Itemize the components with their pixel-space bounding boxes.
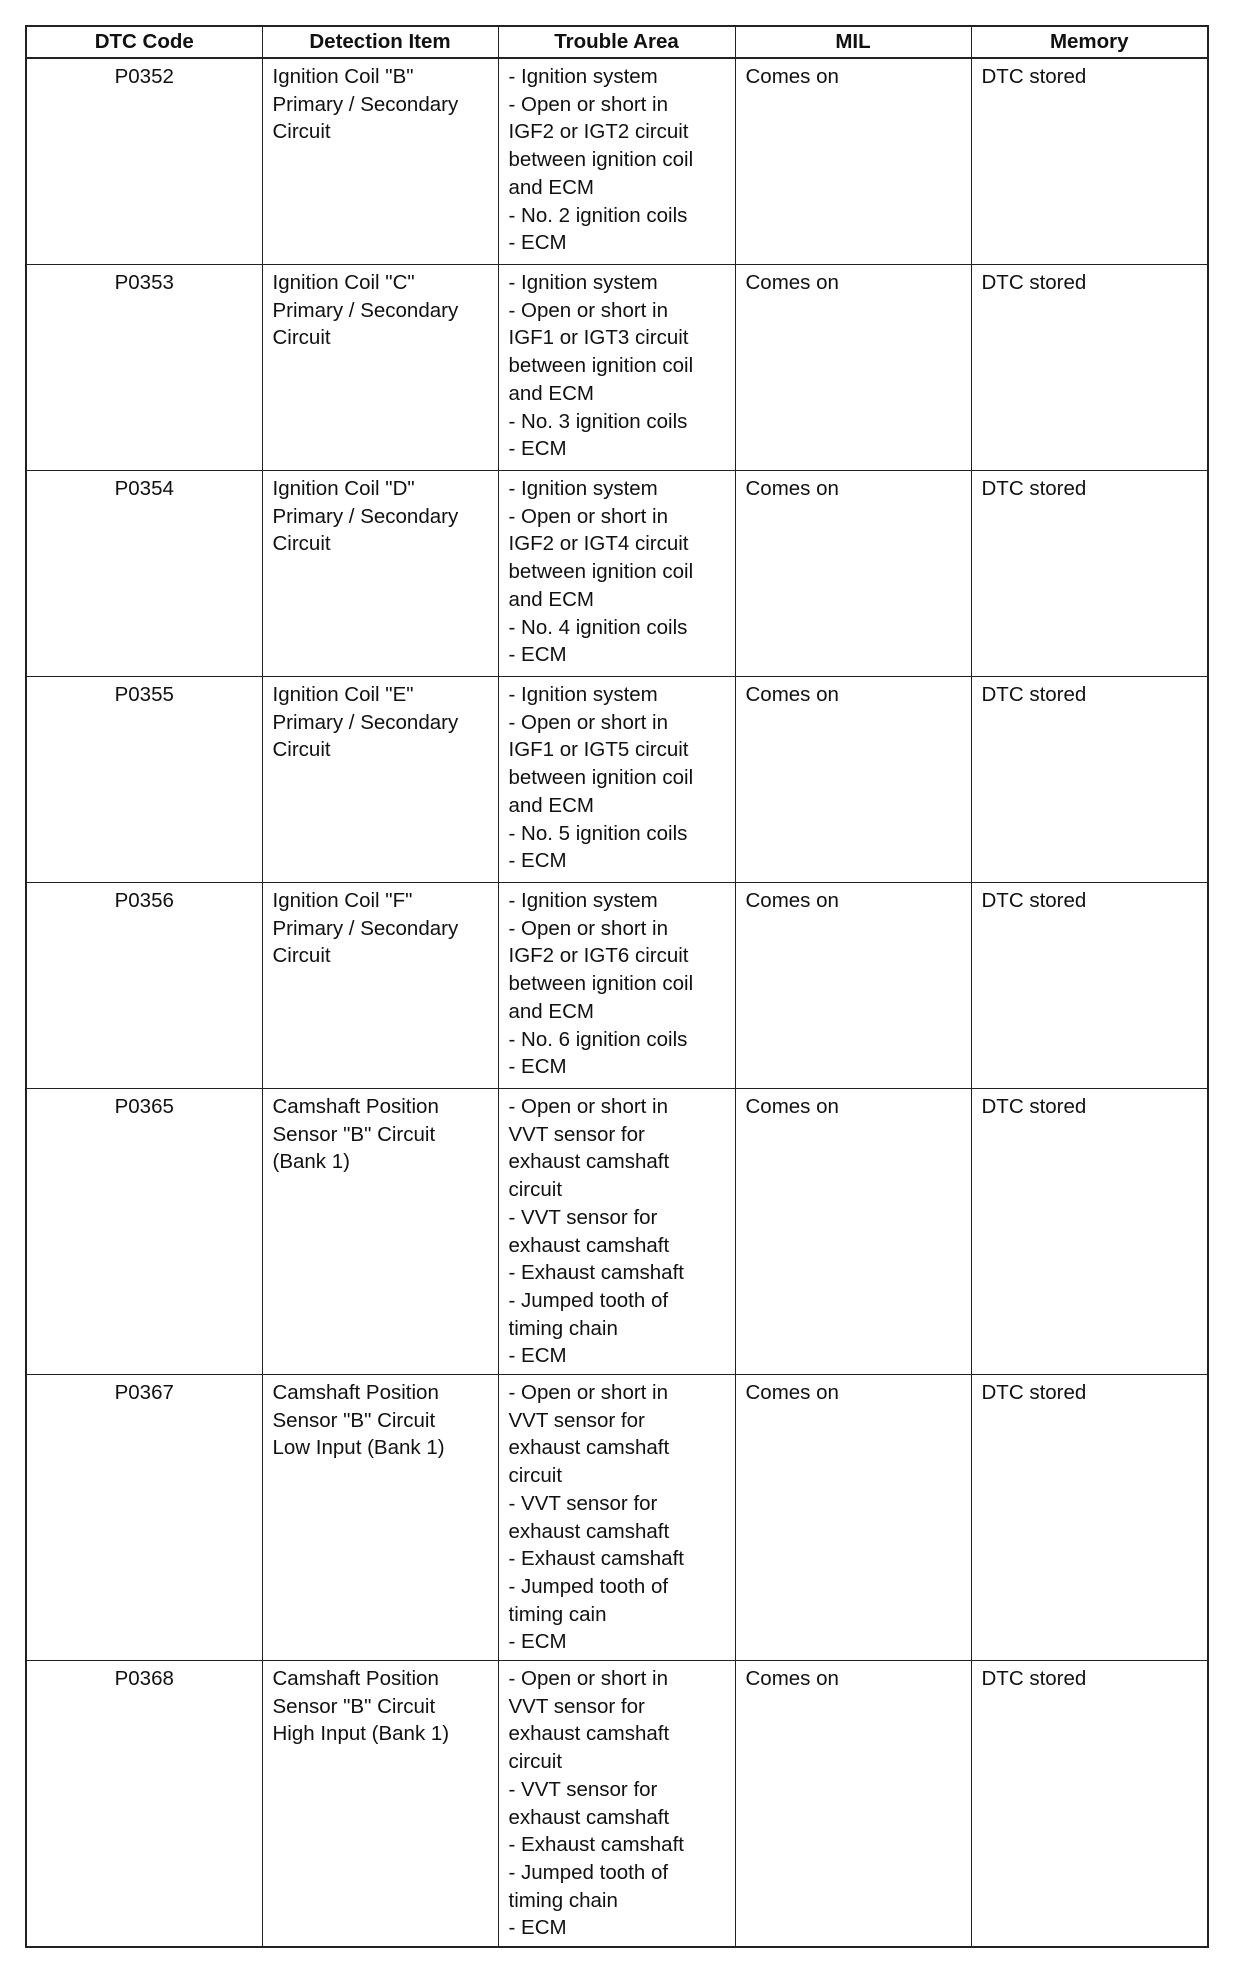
trouble-area-line: IGF1 or IGT5 circuit xyxy=(508,738,689,762)
detection-item-line: Primary / Secondary xyxy=(272,504,459,528)
trouble-area-line: timing chain xyxy=(508,1888,618,1912)
trouble-area-line: - Jumped tooth of xyxy=(508,1574,669,1598)
dtc-table xyxy=(25,25,1209,1948)
detection-item-cell xyxy=(262,1375,498,1661)
memory-cell: DTC stored xyxy=(971,58,1208,265)
detection-item-line: (Bank 1) xyxy=(272,1150,350,1174)
trouble-area-cell xyxy=(498,1661,735,1948)
detection-item-line: Circuit xyxy=(272,326,331,350)
trouble-area-cell xyxy=(498,1375,735,1661)
trouble-area-line: exhaust camshaft xyxy=(508,1150,670,1174)
table-row xyxy=(26,265,1208,471)
trouble-area-line: - Jumped tooth of xyxy=(508,1860,669,1884)
trouble-area-line: between ignition coil xyxy=(508,766,694,790)
trouble-area-line: and ECM xyxy=(508,587,594,611)
trouble-area-line: - Jumped tooth of xyxy=(508,1288,669,1312)
trouble-area-line: - Open or short in xyxy=(508,710,669,734)
table-row xyxy=(26,677,1208,883)
trouble-area-line: - Ignition system xyxy=(508,889,658,912)
trouble-area-line: IGF2 or IGT2 circuit xyxy=(508,120,689,144)
trouble-area-line: VVT sensor for xyxy=(508,1694,645,1718)
detection-item-line: Primary / Secondary xyxy=(272,298,459,322)
trouble-area-line: - No. 3 ignition coils xyxy=(508,409,688,433)
table-row xyxy=(26,58,1208,265)
table-row xyxy=(26,1661,1208,1948)
detection-item-cell xyxy=(262,265,498,471)
header-trouble-area: Trouble Area xyxy=(498,26,735,58)
trouble-area-line: IGF2 or IGT4 circuit xyxy=(508,532,689,556)
trouble-area-line: - No. 2 ignition coils xyxy=(508,203,688,227)
trouble-area-line: - Ignition system xyxy=(508,271,658,294)
trouble-area-line: - Open or short in xyxy=(508,92,669,116)
header-memory: Memory xyxy=(971,26,1208,58)
memory-cell: DTC stored xyxy=(971,1089,1208,1375)
detection-item-line: Circuit xyxy=(272,738,331,762)
trouble-area-line: exhaust camshaft xyxy=(508,1519,670,1543)
trouble-area-line: and ECM xyxy=(508,793,594,817)
dtc-code-cell: P0352 xyxy=(26,58,262,265)
trouble-area-cell xyxy=(498,471,735,677)
header-mil: MIL xyxy=(735,26,971,58)
trouble-area-line: - Open or short in xyxy=(508,1381,669,1404)
trouble-area-cell xyxy=(498,883,735,1089)
dtc-code-cell: P0354 xyxy=(26,471,262,677)
table-row xyxy=(26,1089,1208,1375)
trouble-area-line: exhaust camshaft xyxy=(508,1233,670,1257)
detection-item-cell xyxy=(262,471,498,677)
mil-cell: Comes on xyxy=(735,1089,971,1375)
trouble-area-line: IGF1 or IGT3 circuit xyxy=(508,326,689,350)
trouble-area-line: VVT sensor for xyxy=(508,1408,645,1432)
trouble-area-cell xyxy=(498,677,735,883)
trouble-area-line: - ECM xyxy=(508,1630,567,1654)
table-header xyxy=(26,26,1208,58)
trouble-area-line: - Ignition system xyxy=(508,65,658,88)
table-row xyxy=(26,471,1208,677)
detection-item-line: Ignition Coil "B" xyxy=(272,65,414,88)
trouble-area-line: exhaust camshaft xyxy=(508,1805,670,1829)
trouble-area-line: and ECM xyxy=(508,381,594,405)
trouble-area-line: - ECM xyxy=(508,1055,567,1079)
detection-item-cell xyxy=(262,677,498,883)
dtc-code-cell: P0356 xyxy=(26,883,262,1089)
detection-item-line: Sensor "B" Circuit xyxy=(272,1408,436,1432)
dtc-code-cell: P0367 xyxy=(26,1375,262,1661)
trouble-area-line: - ECM xyxy=(508,643,567,667)
detection-item-cell xyxy=(262,1661,498,1948)
trouble-area-line: - Ignition system xyxy=(508,683,658,706)
trouble-area-line: VVT sensor for xyxy=(508,1122,645,1146)
detection-item-cell xyxy=(262,883,498,1089)
memory-cell: DTC stored xyxy=(971,471,1208,677)
trouble-area-line: - VVT sensor for xyxy=(508,1777,658,1801)
mil-cell: Comes on xyxy=(735,58,971,265)
mil-cell: Comes on xyxy=(735,883,971,1089)
trouble-area-cell xyxy=(498,58,735,265)
trouble-area-line: and ECM xyxy=(508,999,594,1023)
detection-item-line: Low Input (Bank 1) xyxy=(272,1436,445,1460)
dtc-code-cell: P0368 xyxy=(26,1661,262,1948)
memory-cell: DTC stored xyxy=(971,677,1208,883)
trouble-area-line: circuit xyxy=(508,1178,563,1202)
detection-item-cell xyxy=(262,1089,498,1375)
trouble-area-line: timing chain xyxy=(508,1316,618,1340)
memory-cell: DTC stored xyxy=(971,1661,1208,1948)
trouble-area-line: - Open or short in xyxy=(508,1667,669,1690)
trouble-area-line: between ignition coil xyxy=(508,148,694,172)
trouble-area-line: circuit xyxy=(508,1464,563,1488)
detection-item-line: Ignition Coil "F" xyxy=(272,889,413,912)
detection-item-line: Camshaft Position xyxy=(272,1095,439,1118)
detection-item-cell xyxy=(262,58,498,265)
detection-item-line: Primary / Secondary xyxy=(272,92,459,116)
detection-item-line: Primary / Secondary xyxy=(272,916,459,940)
trouble-area-line: circuit xyxy=(508,1750,563,1774)
trouble-area-line: IGF2 or IGT6 circuit xyxy=(508,944,689,968)
mil-cell: Comes on xyxy=(735,471,971,677)
header-row xyxy=(26,26,1208,58)
memory-cell: DTC stored xyxy=(971,1375,1208,1661)
detection-item-line: Ignition Coil "D" xyxy=(272,477,415,500)
mil-cell: Comes on xyxy=(735,1661,971,1948)
table-body xyxy=(26,58,1208,1947)
trouble-area-line: between ignition coil xyxy=(508,354,694,378)
trouble-area-cell xyxy=(498,1089,735,1375)
detection-item-line: Primary / Secondary xyxy=(272,710,459,734)
trouble-area-line: - No. 4 ignition coils xyxy=(508,615,688,639)
trouble-area-line: - Open or short in xyxy=(508,298,669,322)
trouble-area-line: - No. 5 ignition coils xyxy=(508,821,688,845)
header-detection-item: Detection Item xyxy=(262,26,498,58)
trouble-area-line: - Ignition system xyxy=(508,477,658,500)
detection-item-line: Camshaft Position xyxy=(272,1381,439,1404)
trouble-area-line: exhaust camshaft xyxy=(508,1436,670,1460)
trouble-area-line: - ECM xyxy=(508,1344,567,1368)
mil-cell: Comes on xyxy=(735,265,971,471)
detection-item-line: Circuit xyxy=(272,532,331,556)
dtc-code-cell: P0355 xyxy=(26,677,262,883)
trouble-area-line: - VVT sensor for xyxy=(508,1491,658,1515)
trouble-area-line: - Exhaust camshaft xyxy=(508,1261,684,1285)
trouble-area-line: - Exhaust camshaft xyxy=(508,1833,684,1857)
trouble-area-line: - No. 6 ignition coils xyxy=(508,1027,688,1051)
table-row xyxy=(26,883,1208,1089)
trouble-area-line: - ECM xyxy=(508,231,567,255)
detection-item-line: Sensor "B" Circuit xyxy=(272,1122,436,1146)
trouble-area-line: between ignition coil xyxy=(508,560,694,584)
trouble-area-line: timing cain xyxy=(508,1602,607,1626)
memory-cell: DTC stored xyxy=(971,265,1208,471)
detection-item-line: Ignition Coil "E" xyxy=(272,683,414,706)
trouble-area-line: - Open or short in xyxy=(508,504,669,528)
trouble-area-line: - VVT sensor for xyxy=(508,1205,658,1229)
trouble-area-line: exhaust camshaft xyxy=(508,1722,670,1746)
trouble-area-cell xyxy=(498,265,735,471)
detection-item-line: Circuit xyxy=(272,120,331,144)
trouble-area-line: - ECM xyxy=(508,1916,567,1940)
trouble-area-line: - Open or short in xyxy=(508,916,669,940)
detection-item-line: Sensor "B" Circuit xyxy=(272,1694,436,1718)
detection-item-line: Camshaft Position xyxy=(272,1667,439,1690)
trouble-area-line: - ECM xyxy=(508,849,567,873)
trouble-area-line: - Exhaust camshaft xyxy=(508,1547,684,1571)
detection-item-line: Ignition Coil "C" xyxy=(272,271,415,294)
detection-item-line: High Input (Bank 1) xyxy=(272,1722,450,1746)
header-dtc-code: DTC Code xyxy=(26,26,262,58)
mil-cell: Comes on xyxy=(735,1375,971,1661)
dtc-code-cell: P0353 xyxy=(26,265,262,471)
trouble-area-line: - Open or short in xyxy=(508,1095,669,1118)
trouble-area-line: - ECM xyxy=(508,437,567,461)
trouble-area-line: between ignition coil xyxy=(508,972,694,996)
detection-item-line: Circuit xyxy=(272,944,331,968)
trouble-area-line: and ECM xyxy=(508,175,594,199)
dtc-code-cell: P0365 xyxy=(26,1089,262,1375)
table-row xyxy=(26,1375,1208,1661)
memory-cell: DTC stored xyxy=(971,883,1208,1089)
mil-cell: Comes on xyxy=(735,677,971,883)
